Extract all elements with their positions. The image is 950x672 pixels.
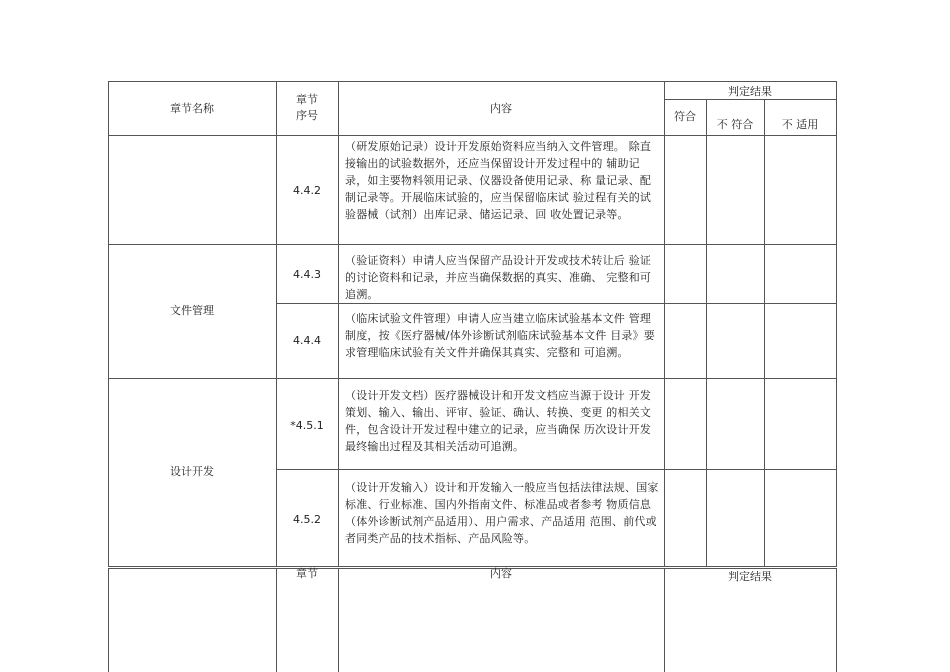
header-nonconform: 不 符合 bbox=[716, 118, 754, 131]
row-content-444: （临床试验文件管理）申请人应当建立临床试验基本文件 管理制度，按《医疗器械/体外诊断试剂临床试验基本文件 目录》要求管理临床试验有关文件并确保其真实、完整和 可追溯。 bbox=[345, 312, 656, 359]
table2-col-line-content bbox=[338, 568, 339, 672]
header-chapter-no-line1: 章节 bbox=[296, 93, 318, 106]
footer-judgment: 判定结果 bbox=[728, 570, 772, 583]
row-content-442: （研发原始记录）设计开发原始资料应当纳入文件管理。 除直接输出的试验数据外，还应当保留设计开发过程中的 辅助记录，如主要物料领用记录、仪器设备使用记录、称 量记录、配制记录等。开展临床试验的，应当保留临床试 验过程有关的试验器械（试剂）出库记录、储运记录、回 收处置记录等。 bbox=[345, 140, 652, 221]
row-no-451: *4.5.1 bbox=[290, 419, 324, 432]
row-no-452: 4.5.2 bbox=[293, 513, 321, 526]
row-no-444: 4.4.4 bbox=[293, 334, 321, 347]
section-design-dev: 设计开发 bbox=[170, 465, 214, 478]
header-conform: 符合 bbox=[674, 110, 696, 123]
judgment-divider bbox=[664, 99, 837, 100]
header-chapter-no-line2: 序号 bbox=[296, 109, 318, 122]
footer-content: 内容 bbox=[490, 567, 512, 580]
header-bottom-line bbox=[108, 135, 837, 136]
row-no-443: 4.4.3 bbox=[293, 268, 321, 281]
row-line-442 bbox=[108, 244, 837, 245]
row-line-451 bbox=[276, 469, 837, 470]
col-line-no bbox=[276, 81, 277, 566]
row-content-452: （设计开发输入）设计和开发输入一般应当包括法律法规、国家标准、行业标准、国内外指南文件、标准品或者参考 物质信息（体外诊断试剂产品适用）、用户需求、产品适用 范围、前代或者同类产品的技术指标、产品风险等。 bbox=[345, 481, 659, 545]
header-chapter-name: 章节名称 bbox=[170, 102, 214, 115]
col-line-na bbox=[764, 99, 765, 566]
header-content: 内容 bbox=[490, 102, 512, 115]
row-no-442: 4.4.2 bbox=[293, 184, 321, 197]
table2-border-left bbox=[108, 568, 109, 672]
section-doc-management: 文件管理 bbox=[170, 304, 214, 317]
row-content-443: （验证资料）申请人应当保留产品设计开发或技术转让后 验证的讨论资料和记录，并应当确保数据的真实、准确、 完整和可追溯。 bbox=[345, 254, 652, 301]
footer-chapter-no: 章节 bbox=[296, 567, 318, 580]
table2-border-right bbox=[836, 568, 837, 672]
header-judgment: 判定结果 bbox=[728, 85, 772, 98]
col-line-conform bbox=[664, 81, 665, 566]
table-border-top bbox=[108, 81, 837, 82]
col-line-nonconform bbox=[706, 99, 707, 566]
table2-col-line-no bbox=[276, 568, 277, 672]
row-line-444 bbox=[108, 378, 837, 379]
table-border-left bbox=[108, 81, 109, 566]
header-not-applicable: 不 适用 bbox=[781, 118, 819, 131]
table-border-right bbox=[836, 81, 837, 566]
row-content-451: （设计开发文档）医疗器械设计和开发文档应当源于设计 开发策划、输入、输出、评审、验证、确认、转换、变更 的相关文件，包含设计开发过程中建立的记录，应当确保 历次设计开发最终输出过程及其相关活动可追溯。 bbox=[345, 389, 652, 453]
row-line-443 bbox=[276, 303, 837, 304]
col-line-content bbox=[338, 81, 339, 566]
